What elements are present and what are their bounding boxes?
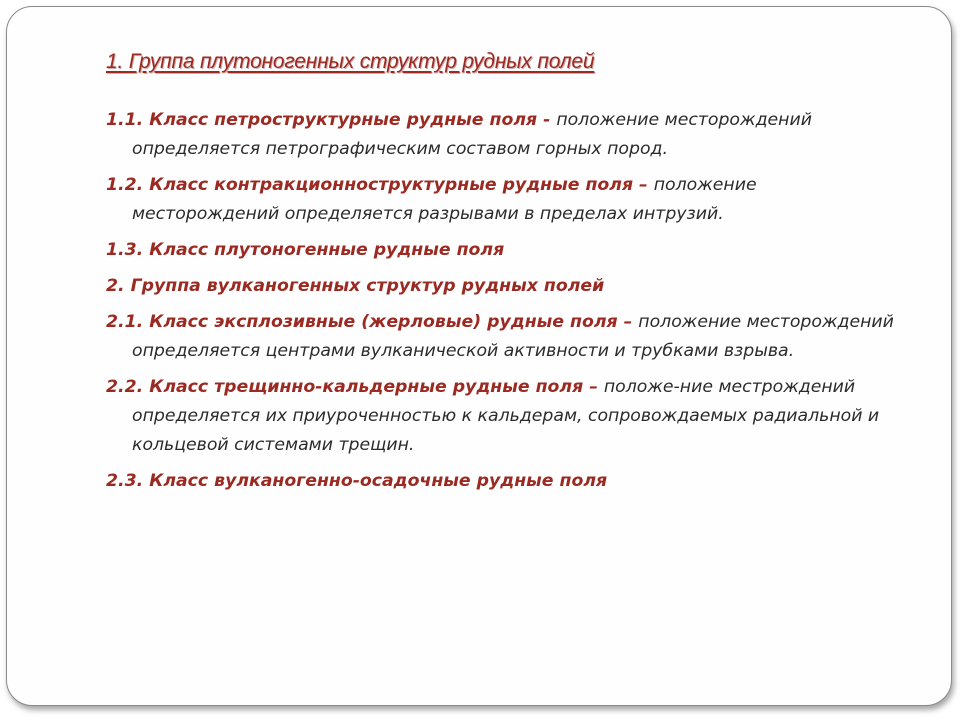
item-heading: 1.1. Класс петроструктурные рудные поля -: [106, 110, 557, 130]
list-item: [106, 236, 896, 265]
item-heading: 2.2. Класс трещинно-кальдерные рудные поля –: [106, 377, 604, 397]
item-heading: 2.1. Класс эксплозивные (жерловые) рудные поля –: [106, 312, 639, 332]
list-item: [106, 171, 896, 229]
list-item: [106, 308, 896, 366]
list-item: [106, 272, 896, 301]
list-item: [106, 373, 896, 460]
item-text: положение месторождений определяется центрами вулканической активности и трубками взрыва.: [132, 312, 894, 361]
item-text: положение месторождений определяется разрывами в пределах интрузий.: [132, 175, 757, 224]
item-heading: 2. Группа вулканогенных структур рудных полей: [106, 276, 605, 296]
list-item: [106, 467, 896, 496]
item-heading: 1.2. Класс контракционноструктурные рудные поля –: [106, 175, 654, 195]
list-item: [106, 106, 896, 164]
item-heading: 1.3. Класс плутоногенные рудные поля: [106, 240, 505, 260]
item-heading: 2.3. Класс вулканогенно-осадочные рудные поля: [106, 471, 608, 491]
slide-content: [106, 106, 896, 503]
item-text: положение месторождений определяется петрографическим составом горных пород.: [132, 110, 812, 159]
item-text: положе-ние местрождений определяется их приуроченностью к кальдерам, сопровождаемых радиальной и кольцевой системами трещин.: [132, 377, 880, 455]
slide-title: 1. Группа плутоногенных структур рудных полей: [106, 50, 595, 73]
